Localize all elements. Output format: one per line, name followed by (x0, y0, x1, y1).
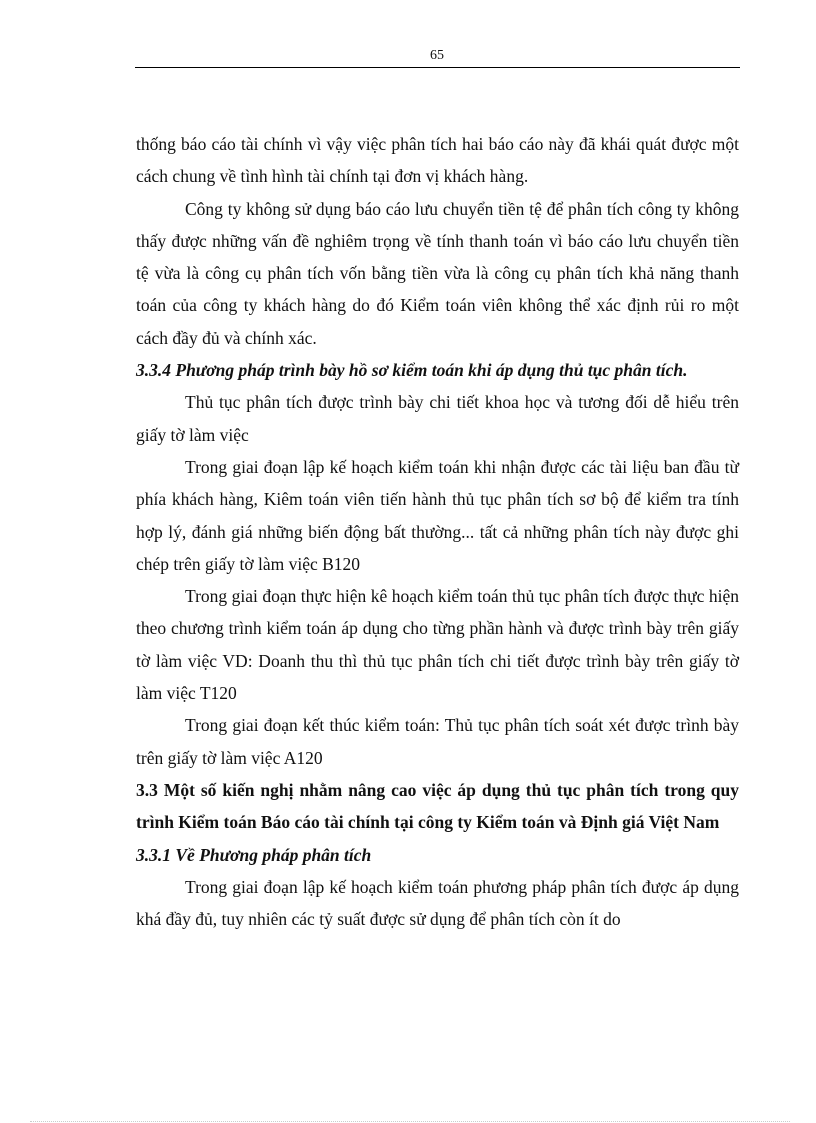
header-rule (135, 67, 740, 68)
paragraph: Công ty không sử dụng báo cáo lưu chuyển tiền tệ để phân tích công ty không thấy được những vấn đề nghiêm trọng về tính thanh toán vì báo cáo lưu chuyển tiền tệ vừa là công cụ phân tích vốn bằng tiền vừa là công cụ phân tích khả năng thanh toán của công ty khách hàng do đó Kiểm toán viên không thể xác định rủi ro một cách đầy đủ và chính xác. (136, 198, 739, 348)
paragraph: Trong giai đoạn thực hiện kê hoạch kiểm toán thủ tục phân tích được thực hiện theo chương trình kiểm toán áp dụng cho từng phần hành và được trình bày trên giấy tờ làm việc VD: Doanh thu thì thủ tục phân tích chi tiết được trình bày trên giấy tờ làm việc T120 (136, 586, 739, 704)
page-number: 65 (430, 48, 444, 63)
page-bottom-border (30, 1121, 790, 1122)
paragraph: Trong giai đoạn lập kế hoạch kiểm toán khi nhận được các tài liệu ban đầu từ phía khách hàng, Kiêm toán viên tiến hành thủ tục phân tích sơ bộ để kiểm tra tính hợp lý, đánh giá những biến động bất thường... tất cả những phân tích này được ghi chép trên giấy tờ làm việc B120 (136, 456, 739, 574)
paragraph: Trong giai đoạn lập kế hoạch kiểm toán phương pháp phân tích được áp dụng khá đầy đủ, tuy nhiên các tỷ suất được sử dụng để phân tích còn ít do (136, 876, 739, 930)
section-heading-3-3: 3.3 Một số kiến nghị nhằm nâng cao việc áp dụng thủ tục phân tích trong quy trình Kiểm toán Báo cáo tài chính tại công ty Kiểm toán và Định giá Việt Nam (136, 779, 739, 833)
document-body (136, 128, 739, 935)
section-heading-3-3-4: 3.3.4 Phương pháp trình bày hồ sơ kiểm toán khi áp dụng thủ tục phân tích. (136, 360, 688, 381)
paragraph: Trong giai đoạn kết thúc kiểm toán: Thủ tục phân tích soát xét được trình bày trên giấy tờ làm việc A120 (136, 715, 739, 768)
section-heading-3-3-1: 3.3.1 Về Phương pháp phân tích (136, 844, 372, 865)
paragraph: Thủ tục phân tích được trình bày chi tiết khoa học và tương đối dễ hiểu trên giấy tờ làm việc (136, 392, 739, 445)
paragraph: thống báo cáo tài chính vì vậy việc phân tích hai báo cáo này đã khái quát được một cách chung về tình hình tài chính tại đơn vị khách hàng. (136, 134, 739, 187)
